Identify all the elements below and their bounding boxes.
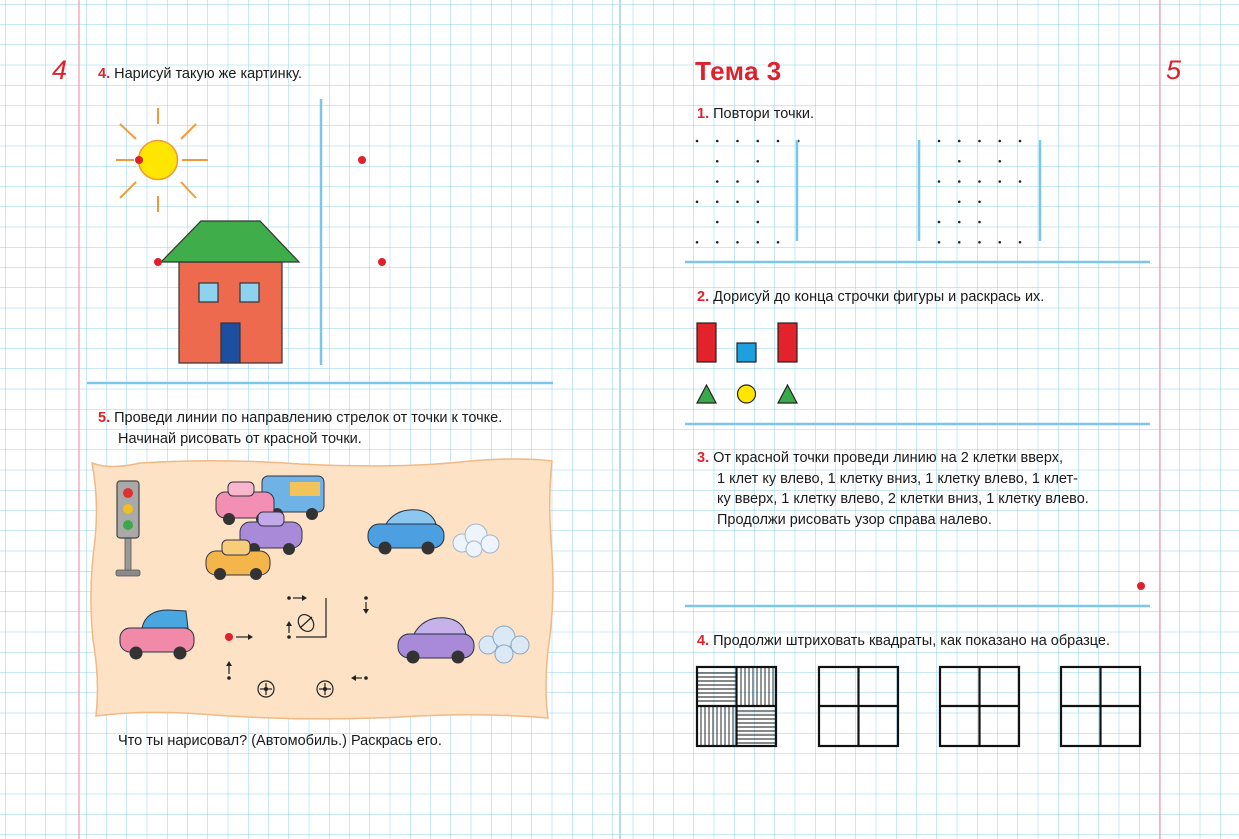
dot: [938, 221, 941, 224]
dot: [716, 221, 719, 224]
dot: [938, 180, 941, 183]
dot: [756, 241, 759, 244]
task4-right-instruction: [697, 631, 1110, 652]
dot: [978, 140, 981, 143]
task-number: 1.: [697, 106, 710, 122]
dot: [958, 180, 961, 183]
dot: [716, 241, 719, 244]
dot: [736, 200, 739, 203]
task5-instruction: [98, 408, 568, 449]
dot: [736, 140, 739, 143]
task-text-line2: Начинай рисовать от красной точки.: [118, 430, 362, 447]
dot: [978, 200, 981, 203]
dot: [958, 160, 961, 163]
red-dot: [378, 258, 386, 266]
dot: [756, 160, 759, 163]
task5-question: Что ты нарисовал? (Автомобиль.) Раскрась его.: [118, 733, 442, 749]
dot: [696, 140, 699, 143]
task-text: Продолжи штриховать квадраты, как показано на образце.: [713, 633, 1110, 649]
task-number: 5.: [98, 410, 111, 426]
task-text: Дорисуй до конца строчки фигуры и раскрась их.: [713, 289, 1045, 305]
task-number: 3.: [697, 450, 710, 466]
page-number-left: 4: [52, 55, 68, 85]
dot: [696, 200, 699, 203]
dot: [756, 140, 759, 143]
dot: [777, 241, 780, 244]
dot: [958, 140, 961, 143]
task-text-line1: От красной точки проведи линию на 2 клетки вверх,: [713, 450, 1064, 466]
dot: [958, 241, 961, 244]
dot: [978, 221, 981, 224]
dot: [978, 241, 981, 244]
task-text: Повтори точки.: [713, 106, 814, 122]
dot: [998, 140, 1001, 143]
dot: [958, 221, 961, 224]
dot: [736, 241, 739, 244]
task3-instruction: [697, 448, 1142, 530]
dot: [998, 160, 1001, 163]
page-number-right: 5: [1166, 55, 1182, 85]
dot: [1019, 140, 1022, 143]
dot: [716, 140, 719, 143]
red-dot: [154, 258, 162, 266]
dot: [716, 180, 719, 183]
dot: [1019, 241, 1022, 244]
dot: [696, 241, 699, 244]
dot: [756, 200, 759, 203]
dot: [998, 180, 1001, 183]
red-dot: [135, 156, 143, 164]
red-dot: [358, 156, 366, 164]
dot: [938, 241, 941, 244]
red-dot: [1137, 582, 1145, 590]
task-text-line2: 1 клет ку влево, 1 клетку вниз, 1 клетку влево, 1 клет-: [717, 470, 1078, 487]
task-text: Нарисуй такую же картинку.: [114, 66, 303, 82]
task-text-line3: ку вверх, 1 клетку влево, 2 клетки вниз, 1 клетку влево.: [717, 491, 1089, 507]
dot: [736, 180, 739, 183]
dot: [777, 140, 780, 143]
task4-left-instruction: [98, 64, 302, 85]
dot: [958, 200, 961, 203]
dot: [1019, 180, 1022, 183]
task-number: 4.: [697, 633, 710, 649]
topic-title: Тема 3: [695, 56, 782, 86]
dot: [716, 160, 719, 163]
task-number: 4.: [98, 66, 111, 82]
task-text-line4: Продолжи рисовать узор справа налево.: [717, 511, 992, 528]
dot: [938, 140, 941, 143]
dot: [716, 200, 719, 203]
task1-instruction: [697, 104, 814, 125]
task-text-line1: Проведи линии по направлению стрелок от точки к точке.: [114, 410, 503, 426]
dot: [756, 221, 759, 224]
dot: [756, 180, 759, 183]
house-drawing: [161, 221, 299, 363]
dot: [998, 241, 1001, 244]
task2-instruction: [697, 287, 1044, 308]
dot: [978, 180, 981, 183]
task-number: 2.: [697, 289, 710, 305]
